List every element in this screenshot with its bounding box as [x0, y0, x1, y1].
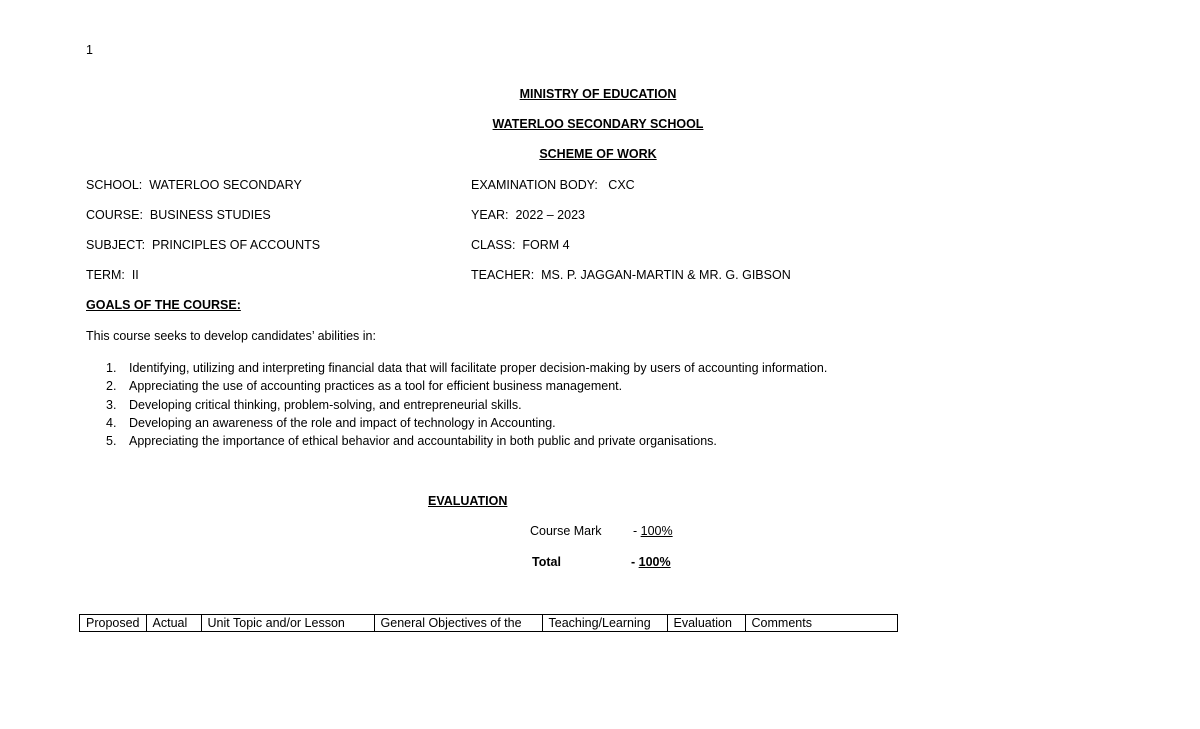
term-info: TERM: II — [86, 268, 139, 282]
goal-number: 1. — [106, 361, 117, 375]
page-number: 1 — [86, 43, 93, 57]
subject-info: SUBJECT: PRINCIPLES OF ACCOUNTS — [86, 238, 321, 252]
goal-number: 3. — [106, 397, 117, 412]
header-teaching-learning: Teaching/Learning — [542, 615, 667, 632]
exam-body-info: EXAMINATION BODY: CXC — [471, 178, 635, 192]
total-dash: - — [631, 555, 639, 569]
goal-text: Developing critical thinking, problem-solving, and entrepreneurial skills. — [129, 397, 522, 412]
table-header-row — [80, 615, 898, 632]
header-actual: Actual — [146, 615, 201, 632]
goal-text: Developing an awareness of the role and impact of technology in Accounting. — [129, 415, 556, 430]
goal-number: 4. — [106, 415, 117, 430]
goal-text: Appreciating the importance of ethical behavior and accountability in both public and private organisations. — [129, 434, 717, 449]
course-mark-percent: 100% — [640, 524, 673, 538]
header-evaluation: Evaluation — [667, 615, 745, 632]
header-proposed: Proposed — [80, 615, 147, 632]
goals-intro: This course seeks to develop candidates’ abilities in: — [86, 329, 376, 343]
school-info: SCHOOL: WATERLOO SECONDARY — [86, 178, 302, 192]
goal-number: 5. — [106, 434, 117, 449]
ministry-heading: MINISTRY OF EDUCATION — [519, 87, 677, 101]
teacher-info: TEACHER: MS. P. JAGGAN-MARTIN & MR. G. GIBSON — [471, 268, 791, 282]
goal-text: Identifying, utilizing and interpreting financial data that will facilitate proper decision-making by users of accounting information. — [129, 361, 828, 375]
school-heading: WATERLOO SECONDARY SCHOOL — [492, 117, 704, 131]
course-mark-label: Course Mark — [530, 524, 602, 538]
course-mark-value — [633, 524, 673, 538]
scheme-heading: SCHEME OF WORK — [539, 147, 657, 161]
total-percent: 100% — [638, 555, 671, 569]
evaluation-heading: EVALUATION — [428, 494, 508, 508]
goal-number: 2. — [106, 379, 117, 394]
year-info: YEAR: 2022 – 2023 — [471, 208, 585, 222]
header-unit-topic: Unit Topic and/or Lesson — [201, 615, 374, 632]
goals-heading: GOALS OF THE COURSE: — [86, 298, 241, 312]
course-mark-dash: - — [633, 524, 641, 538]
header-general-objectives: General Objectives of the — [374, 615, 542, 632]
class-info: CLASS: FORM 4 — [471, 238, 570, 252]
header-comments: Comments — [745, 615, 897, 632]
course-info: COURSE: BUSINESS STUDIES — [86, 208, 271, 222]
goal-text: Appreciating the use of accounting practices as a tool for efficient business management. — [129, 379, 623, 394]
scheme-table — [79, 614, 898, 632]
total-label: Total — [532, 555, 561, 569]
total-value — [631, 555, 671, 569]
